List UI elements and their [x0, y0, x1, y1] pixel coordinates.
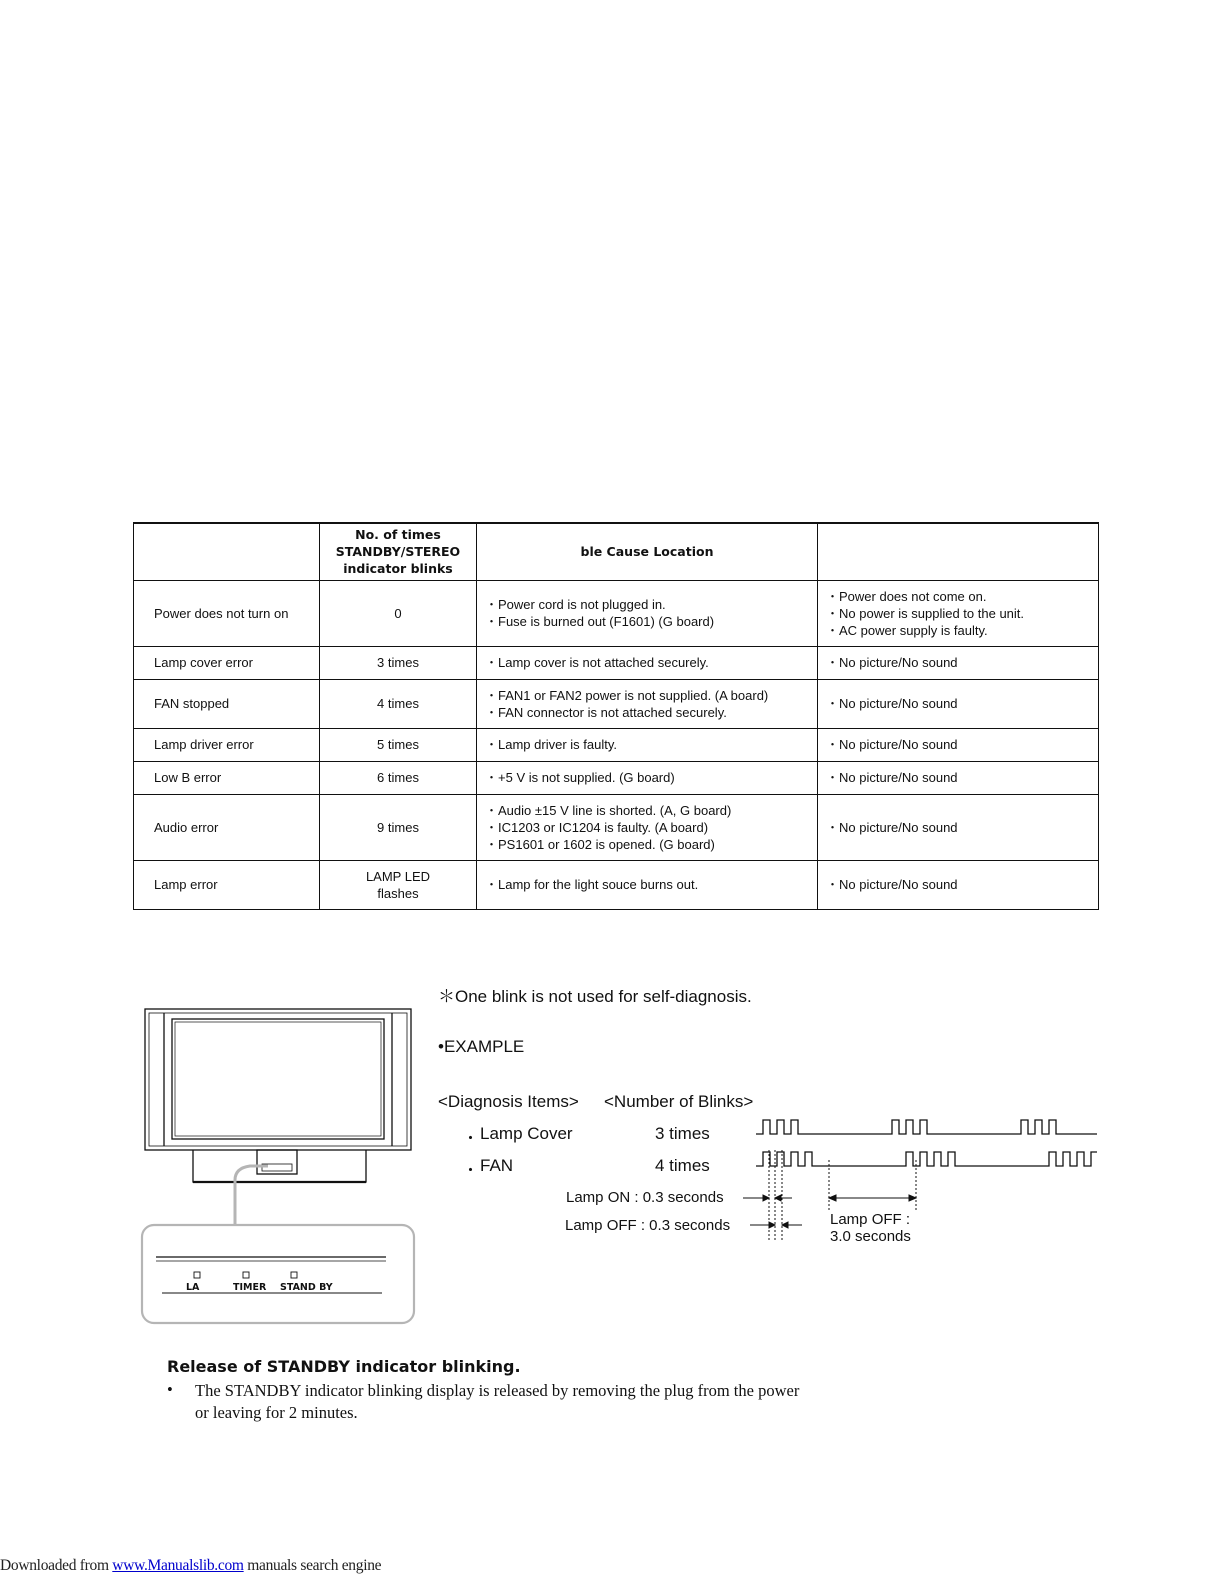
one-blink-note: ＊One blink is not used for self-diagnosis.	[438, 987, 752, 1006]
header-cause: ble Cause Location	[477, 523, 818, 580]
result-item: ・ No power is supplied to the unit.	[832, 605, 1098, 622]
result-item: ・ No picture/No sound	[832, 736, 1098, 753]
result-item: ・ No picture/No sound	[832, 769, 1098, 786]
tv-stand	[193, 1150, 366, 1182]
cause-item: ・ +5 V is not supplied. (G board)	[491, 769, 817, 786]
blinks-text: 5 times	[377, 737, 419, 752]
panel-label-standby: STAND BY	[280, 1282, 333, 1293]
release-text: The STANDBY indicator blinking display is released by removing the plug from the power or leaving for 2 minutes.	[195, 1381, 800, 1422]
tv-cabinet	[145, 1009, 411, 1150]
download-footer	[0, 1557, 381, 1575]
example-item-bullet: ・	[462, 1129, 479, 1148]
cause-item: ・ Fuse is burned out (F1601) (G board)	[491, 613, 817, 630]
symptom-cell: Low B error	[134, 761, 320, 794]
footer-suffix: manuals search engine	[243, 1557, 382, 1574]
example-item-bullet: ・	[462, 1161, 479, 1180]
manualslib-link[interactable]: www.Manualslib.com	[112, 1557, 244, 1574]
panel-label-lamp: LA	[186, 1282, 200, 1293]
header-blinks-line: indicator blinks	[343, 561, 453, 577]
tv-front-illustration	[140, 1002, 420, 1327]
cause-item: ・ FAN connector is not attached securely.	[491, 704, 817, 721]
cause-item: ・ Lamp cover is not attached securely.	[491, 654, 817, 671]
symptom-cell: FAN stopped	[134, 679, 320, 728]
led-indicator	[243, 1272, 249, 1278]
footer-prefix: Downloaded from	[0, 1557, 113, 1574]
symptom-cell: Audio error	[134, 794, 320, 860]
header-blinks-line: STANDBY/STEREO	[335, 544, 461, 560]
result-item: ・ AC power supply is faulty.	[832, 622, 1098, 639]
header-blinks-line: No. of times	[355, 527, 441, 543]
blink-waveform	[756, 1152, 1097, 1166]
symptom-cell: Lamp driver error	[134, 728, 320, 761]
example-title: •EXAMPLE	[438, 1037, 525, 1056]
led-indicator	[194, 1272, 200, 1278]
symptom-cell: Power does not turn on	[134, 580, 320, 646]
result-item: ・ No picture/No sound	[832, 654, 1098, 671]
cause-item: ・ Lamp driver is faulty.	[491, 736, 817, 753]
blinks-text: 0	[394, 605, 402, 621]
result-item: ・ No picture/No sound	[832, 876, 1098, 893]
led-indicator	[291, 1272, 297, 1278]
tv-screen	[172, 1019, 384, 1139]
timing-markers	[743, 1150, 916, 1240]
example-item-name: Lamp Cover	[480, 1124, 573, 1143]
lamp-off-long-label: Lamp OFF :	[830, 1211, 911, 1228]
blinks-text: 4 times	[377, 696, 419, 711]
lamp-on-label: Lamp ON : 0.3 seconds	[566, 1189, 724, 1206]
diagnosis-items-header: <Diagnosis Items>	[438, 1092, 579, 1111]
blinks-text: 9 times	[377, 819, 419, 835]
symptom-cell: Lamp error	[134, 860, 320, 909]
blinks-text: 6 times	[377, 770, 419, 785]
cause-item: ・ Lamp for the light souce burns out.	[491, 876, 817, 893]
blinks-text: 3 times	[377, 655, 419, 670]
cause-item: ・ IC1203 or IC1204 is faulty. (A board)	[491, 819, 817, 836]
cause-item: ・ PS1601 or 1602 is opened. (G board)	[491, 836, 817, 853]
example-item-name: FAN	[480, 1156, 514, 1175]
example-item-blinks: 4 times	[655, 1156, 710, 1175]
indicator-panel-callout	[142, 1225, 414, 1323]
example-item-blinks: 3 times	[655, 1124, 710, 1143]
result-item: ・ No picture/No sound	[832, 695, 1098, 712]
cause-item: ・ Audio ±15 V line is shorted. (A, G board)	[491, 802, 817, 819]
panel-label-timer: TIMER	[233, 1282, 267, 1293]
blinks-text: LAMP LED	[365, 868, 431, 884]
lamp-off-long-duration: 3.0 seconds	[830, 1228, 911, 1245]
cause-item: ・ Power cord is not plugged in.	[491, 596, 817, 613]
result-item: ・ No picture/No sound	[832, 819, 1098, 836]
symptom-cell: Lamp cover error	[134, 646, 320, 679]
blink-waveform	[756, 1120, 1097, 1134]
number-of-blinks-header: <Number of Blinks>	[604, 1092, 754, 1111]
cause-item: ・ FAN1 or FAN2 power is not supplied. (A board)	[491, 687, 817, 704]
blinks-text: flashes	[377, 885, 419, 901]
lamp-off-label: Lamp OFF : 0.3 seconds	[565, 1217, 731, 1234]
result-item: ・ Power does not come on.	[832, 588, 1098, 605]
release-bullet: •	[167, 1380, 173, 1399]
release-heading: Release of STANDBY indicator blinking.	[167, 1357, 521, 1376]
